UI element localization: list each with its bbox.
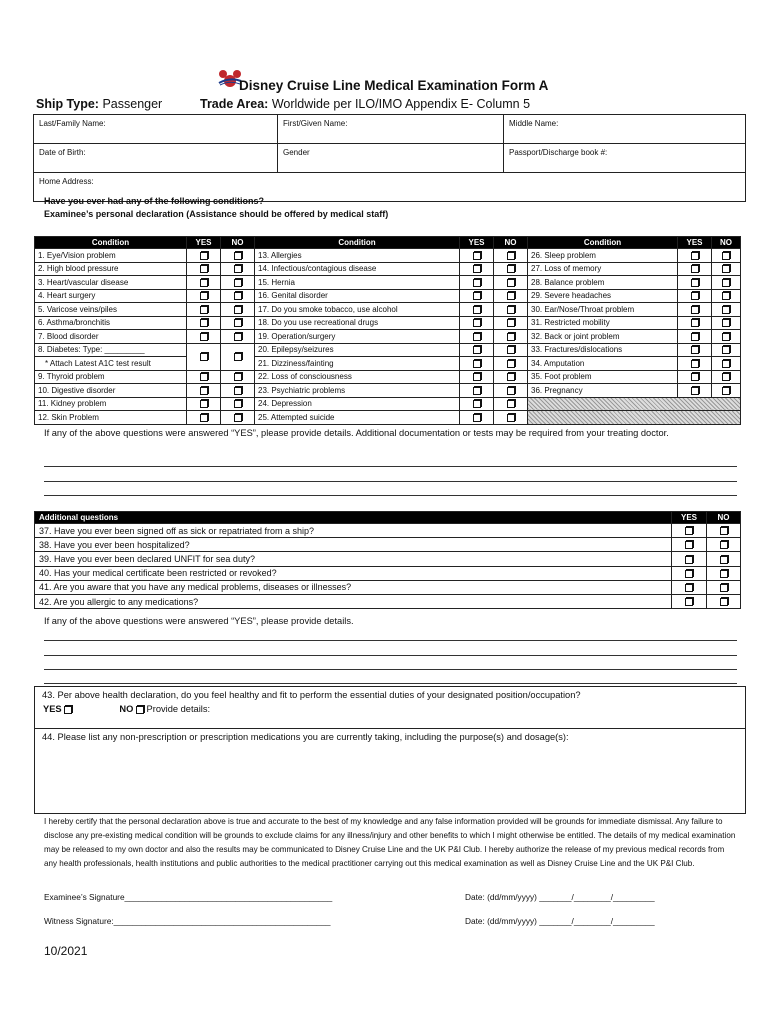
additional-question-row [35, 566, 741, 580]
no-checkbox[interactable] [507, 387, 515, 395]
no-header: NO [712, 237, 741, 249]
condition-label: 30. Ear/Nose/Throat problem [528, 303, 678, 317]
no-checkbox-cell [707, 594, 741, 608]
no-checkbox[interactable] [507, 319, 515, 327]
yes-checkbox[interactable] [691, 279, 699, 287]
q43-no-label: NO [119, 704, 134, 714]
yes-checkbox-cell [672, 594, 707, 608]
condition-label: 20. Epilepsy/seizures [255, 343, 460, 357]
no-checkbox[interactable] [720, 541, 728, 549]
no-checkbox-cell [494, 370, 528, 384]
yes-checkbox[interactable] [200, 252, 208, 260]
yes-checkbox-cell [678, 262, 712, 276]
no-checkbox-cell [221, 289, 255, 303]
no-checkbox[interactable] [234, 252, 242, 260]
yes-checkbox[interactable] [685, 598, 693, 606]
no-checkbox[interactable] [234, 400, 242, 408]
no-checkbox-cell [712, 289, 741, 303]
additional-question-text: 42. Are you allergic to any medications? [35, 594, 672, 608]
condition-label: 34. Amputation [528, 357, 678, 371]
condition-label: 32. Back or joint problem [528, 330, 678, 344]
no-checkbox[interactable] [507, 360, 515, 368]
condition-row [35, 357, 741, 371]
additional-question-row [35, 538, 741, 552]
yes-checkbox-cell [678, 370, 712, 384]
no-checkbox-cell [494, 397, 528, 411]
trade-area [200, 97, 530, 111]
gender-field[interactable]: Gender [278, 144, 504, 173]
no-checkbox-cell [712, 343, 741, 357]
yes-checkbox[interactable] [200, 414, 208, 422]
condition-label: 33. Fractures/dislocations [528, 343, 678, 357]
yes-checkbox-cell [672, 524, 707, 538]
no-checkbox[interactable] [720, 570, 728, 578]
yes-checkbox[interactable] [473, 279, 481, 287]
no-checkbox[interactable] [722, 387, 730, 395]
intro-line-2: Examinee’s personal declaration (Assistance should be offered by medical staff) [44, 209, 389, 219]
condition-row [35, 249, 741, 263]
no-checkbox[interactable] [722, 252, 730, 260]
condition-label [35, 343, 187, 357]
ship-type-value: Passenger [102, 97, 163, 111]
no-checkbox[interactable] [234, 414, 242, 422]
yes-checkbox[interactable] [200, 387, 208, 395]
condition-label: 1. Eye/Vision problem [35, 249, 187, 263]
yes-checkbox[interactable] [200, 353, 208, 361]
no-checkbox-cell [494, 262, 528, 276]
no-checkbox-cell [707, 552, 741, 566]
conditions-table [34, 236, 741, 425]
ship-type [36, 97, 162, 111]
yes-checkbox[interactable] [473, 373, 481, 381]
witness-signature[interactable]: Witness Signature:_______________________________________________ [44, 916, 331, 926]
no-checkbox-cell [221, 276, 255, 290]
yes-checkbox-cell [187, 303, 221, 317]
details-line[interactable] [44, 481, 737, 482]
details-line[interactable] [44, 683, 737, 684]
condition-row [35, 397, 741, 411]
condition-row [35, 330, 741, 344]
condition-label: 25. Attempted suicide [255, 411, 460, 425]
no-checkbox[interactable] [722, 346, 730, 354]
additional-question-row [35, 552, 741, 566]
question-44-box[interactable] [34, 728, 746, 814]
dob-field[interactable]: Date of Birth: [34, 144, 278, 173]
no-checkbox[interactable] [507, 252, 515, 260]
no-checkbox[interactable] [720, 527, 728, 535]
condition-row [35, 411, 741, 425]
yes-checkbox-cell [672, 552, 707, 566]
identity-table [33, 114, 746, 202]
no-checkbox-cell [707, 580, 741, 594]
condition-label: 13. Allergies [255, 249, 460, 263]
no-checkbox-cell [494, 316, 528, 330]
no-checkbox[interactable] [722, 333, 730, 341]
yes-checkbox[interactable] [691, 252, 699, 260]
yes-checkbox-cell [678, 357, 712, 371]
condition-label: 7. Blood disorder [35, 330, 187, 344]
no-checkbox-cell [712, 330, 741, 344]
diabetes-label: 8. Diabetes: Type: _________ [38, 345, 145, 355]
yes-checkbox[interactable] [200, 265, 208, 273]
no-checkbox[interactable] [507, 414, 515, 422]
no-checkbox[interactable] [234, 265, 242, 273]
condition-label: 2. High blood pressure [35, 262, 187, 276]
condition-label: 18. Do you use recreational drugs [255, 316, 460, 330]
yes-checkbox[interactable] [473, 414, 481, 422]
condition-label: 23. Psychiatric problems [255, 384, 460, 398]
condition-label: 11. Kidney problem [35, 397, 187, 411]
condition-label: 35. Foot problem [528, 370, 678, 384]
no-checkbox[interactable] [234, 333, 242, 341]
no-checkbox-cell [712, 276, 741, 290]
conditions-header-row [35, 237, 741, 249]
no-checkbox-cell [494, 357, 528, 371]
yes-checkbox[interactable] [691, 387, 699, 395]
condition-label: 36. Pregnancy [528, 384, 678, 398]
yes-checkbox-cell [187, 249, 221, 263]
yes-checkbox-cell [678, 384, 712, 398]
no-checkbox-cell [707, 524, 741, 538]
first-name-field[interactable]: First/Given Name: [278, 115, 504, 144]
no-checkbox-cell [221, 370, 255, 384]
yes-checkbox[interactable] [473, 360, 481, 368]
additional-header-row [35, 512, 741, 524]
condition-label: 19. Operation/surgery [255, 330, 460, 344]
no-checkbox-cell [712, 370, 741, 384]
yes-checkbox-cell [460, 316, 494, 330]
condition-label: 15. Hernia [255, 276, 460, 290]
no-checkbox-cell [707, 538, 741, 552]
conditions-intro [44, 195, 388, 221]
yes-checkbox-cell [187, 384, 221, 398]
condition-label: 5. Varicose veins/piles [35, 303, 187, 317]
no-checkbox[interactable] [507, 346, 515, 354]
yes-header: YES [187, 237, 221, 249]
details-instructions-2: If any of the above questions were answered “YES”, please provide details. [44, 616, 354, 626]
intro-line-1: Have you ever had any of the following conditions? [44, 196, 265, 206]
yes-checkbox[interactable] [473, 400, 481, 408]
yes-checkbox-cell [460, 289, 494, 303]
yes-checkbox-cell [460, 343, 494, 357]
condition-label: 3. Heart/vascular disease [35, 276, 187, 290]
form-version: 10/2021 [44, 944, 88, 958]
yes-checkbox-cell [678, 330, 712, 344]
yes-checkbox-cell [460, 397, 494, 411]
hatched-blank [528, 397, 741, 411]
condition-row [35, 384, 741, 398]
yes-header: YES [672, 512, 707, 524]
yes-checkbox-cell [678, 276, 712, 290]
no-checkbox-cell [494, 343, 528, 357]
no-header: NO [707, 512, 741, 524]
middle-name-field[interactable]: Middle Name: [504, 115, 746, 144]
condition-row [35, 316, 741, 330]
condition-row [35, 289, 741, 303]
yes-checkbox-cell [187, 397, 221, 411]
no-checkbox[interactable] [234, 292, 242, 300]
condition-label: 17. Do you smoke tobacco, use alcohol [255, 303, 460, 317]
yes-checkbox[interactable] [685, 556, 693, 564]
yes-checkbox-cell [678, 289, 712, 303]
condition-label: 27. Loss of memory [528, 262, 678, 276]
trade-area-value: Worldwide per ILO/IMO Appendix E- Column 5 [271, 97, 531, 111]
additional-question-text: 38. Have you ever been hospitalized? [35, 538, 672, 552]
condition-row [35, 370, 741, 384]
yes-checkbox-cell [187, 262, 221, 276]
no-checkbox-cell [221, 262, 255, 276]
no-checkbox[interactable] [234, 373, 242, 381]
no-checkbox[interactable] [507, 333, 515, 341]
yes-checkbox[interactable] [691, 373, 699, 381]
additional-question-text: 40. Has your medical certificate been restricted or revoked? [35, 566, 672, 580]
ship-type-label: Ship Type: [36, 97, 99, 111]
yes-checkbox[interactable] [473, 333, 481, 341]
yes-checkbox-cell [460, 357, 494, 371]
no-checkbox-cell [712, 262, 741, 276]
yes-checkbox[interactable] [691, 360, 699, 368]
yes-checkbox-cell [460, 411, 494, 425]
no-checkbox[interactable] [507, 373, 515, 381]
condition-label: 28. Balance problem [528, 276, 678, 290]
yes-checkbox-cell [460, 384, 494, 398]
no-checkbox[interactable] [234, 353, 242, 361]
condition-label: 12. Skin Problem [35, 411, 187, 425]
no-checkbox[interactable] [234, 319, 242, 327]
q43-yes-label: YES [43, 704, 62, 714]
additional-header: Additional questions [35, 512, 672, 524]
yes-checkbox-cell [460, 370, 494, 384]
details-line[interactable] [44, 655, 737, 656]
no-checkbox-cell [494, 384, 528, 398]
no-checkbox-cell [712, 357, 741, 371]
additional-question-text: 41. Are you aware that you have any medical problems, diseases or illnesses? [35, 580, 672, 594]
no-checkbox-cell [712, 303, 741, 317]
yes-checkbox-cell [672, 580, 707, 594]
condition-label: 14. Infectious/contagious disease [255, 262, 460, 276]
yes-checkbox[interactable] [473, 346, 481, 354]
question-43-text: 43. Per above health declaration, do you feel healthy and fit to perform the essential duties of your designated position/occupation? [42, 690, 581, 700]
yes-checkbox-cell [678, 316, 712, 330]
no-checkbox-cell [712, 316, 741, 330]
yes-checkbox[interactable] [473, 387, 481, 395]
no-checkbox-cell [494, 303, 528, 317]
question-43-options [43, 703, 210, 716]
examinee-date[interactable]: Date: (dd/mm/yyyy) _______/________/_________ [465, 892, 655, 902]
certification-text: I hereby certify that the personal declaration above is true and accurate to the best of my knowledge and any false information provided will be grounds for immediate dismissal. Any failure to disclose any pre-existing medical condition will be grounds to exclude claims for any illness/injury and other benefits to which I might otherwise be entitled. The details of my medical examination may be released to my own doctor and also the results may be communicated to Disney Cruise Line and the UK P&I Club. I hereby authorize the release of my previous medical records from any health professionals, health institutions and public authorities to the medical practitioner carrying out this medical examination as well as Disney Cruise Line and the UK P&I Club. [44, 817, 736, 868]
hatched-blank [528, 411, 741, 425]
yes-checkbox-cell [187, 411, 221, 425]
yes-checkbox[interactable] [200, 373, 208, 381]
a1c-note: * Attach Latest A1C test result [35, 357, 187, 371]
condition-header: Condition [35, 237, 187, 249]
yes-checkbox-cell [187, 330, 221, 344]
no-checkbox-cell [221, 411, 255, 425]
yes-checkbox[interactable] [691, 292, 699, 300]
yes-checkbox-cell [460, 303, 494, 317]
no-checkbox[interactable] [722, 360, 730, 368]
condition-label: 9. Thyroid problem [35, 370, 187, 384]
yes-checkbox[interactable] [200, 400, 208, 408]
yes-checkbox[interactable] [473, 306, 481, 314]
no-checkbox[interactable] [507, 400, 515, 408]
home-address-field[interactable]: Home Address: [34, 173, 746, 202]
no-checkbox-cell [712, 384, 741, 398]
yes-header: YES [460, 237, 494, 249]
yes-checkbox-cell [460, 330, 494, 344]
no-checkbox-cell [221, 330, 255, 344]
details-line[interactable] [44, 669, 737, 670]
no-checkbox[interactable] [720, 584, 728, 592]
no-checkbox[interactable] [722, 265, 730, 273]
condition-label: 24. Depression [255, 397, 460, 411]
yes-checkbox[interactable] [200, 292, 208, 300]
yes-checkbox[interactable] [685, 527, 693, 535]
no-checkbox-cell [707, 566, 741, 580]
yes-header: YES [678, 237, 712, 249]
yes-checkbox-cell [187, 276, 221, 290]
yes-checkbox-cell [672, 538, 707, 552]
no-checkbox[interactable] [507, 265, 515, 273]
no-checkbox[interactable] [507, 306, 515, 314]
yes-checkbox[interactable] [200, 333, 208, 341]
no-checkbox-cell [221, 303, 255, 317]
yes-checkbox-cell [672, 566, 707, 580]
additional-question-row [35, 580, 741, 594]
yes-checkbox[interactable] [473, 265, 481, 273]
condition-label: 21. Dizziness/fainting [255, 357, 460, 371]
yes-checkbox-cell [187, 370, 221, 384]
yes-checkbox[interactable] [200, 319, 208, 327]
additional-question-row [35, 594, 741, 608]
condition-header: Condition [255, 237, 460, 249]
details-line[interactable] [44, 495, 737, 496]
yes-checkbox-cell [678, 303, 712, 317]
condition-label: 10. Digestive disorder [35, 384, 187, 398]
no-checkbox[interactable] [722, 319, 730, 327]
no-checkbox[interactable] [234, 279, 242, 287]
yes-checkbox[interactable] [685, 541, 693, 549]
no-checkbox-cell [221, 343, 255, 370]
no-checkbox[interactable] [234, 306, 242, 314]
yes-checkbox-cell [460, 276, 494, 290]
additional-question-text: 37. Have you ever been signed off as sick or repatriated from a ship? [35, 524, 672, 538]
yes-checkbox[interactable] [691, 306, 699, 314]
yes-checkbox-cell [678, 343, 712, 357]
yes-checkbox[interactable] [685, 570, 693, 578]
yes-checkbox[interactable] [685, 584, 693, 592]
no-checkbox[interactable] [722, 306, 730, 314]
question-44-text: 44. Please list any non-prescription or prescription medications you are currently taking, including the purpose(s) and dosage(s): [42, 732, 569, 742]
no-checkbox[interactable] [722, 373, 730, 381]
additional-questions-table [34, 511, 741, 609]
condition-header: Condition [528, 237, 678, 249]
no-header: NO [494, 237, 528, 249]
details-line[interactable] [44, 466, 737, 467]
no-checkbox[interactable] [720, 598, 728, 606]
no-checkbox-cell [221, 384, 255, 398]
additional-question-row [35, 524, 741, 538]
yes-checkbox[interactable] [691, 319, 699, 327]
condition-label: 31. Restricted mobility [528, 316, 678, 330]
no-checkbox-cell [221, 316, 255, 330]
yes-checkbox[interactable] [473, 292, 481, 300]
yes-checkbox-cell [187, 316, 221, 330]
condition-row [35, 343, 741, 357]
additional-question-text: 39. Have you ever been declared UNFIT for sea duty? [35, 552, 672, 566]
condition-label: 29. Severe headaches [528, 289, 678, 303]
condition-label: 4. Heart surgery [35, 289, 187, 303]
yes-checkbox[interactable] [691, 265, 699, 273]
no-checkbox-cell [494, 330, 528, 344]
condition-row [35, 262, 741, 276]
no-checkbox-cell [712, 249, 741, 263]
q43-provide-details: Provide details: [146, 704, 211, 714]
yes-checkbox[interactable] [473, 252, 481, 260]
no-checkbox-cell [494, 249, 528, 263]
yes-checkbox[interactable] [473, 319, 481, 327]
no-checkbox[interactable] [720, 556, 728, 564]
yes-checkbox-cell [460, 249, 494, 263]
yes-checkbox-cell [460, 262, 494, 276]
examinee-signature[interactable]: Examinee’s Signature_____________________________________________ [44, 892, 333, 902]
no-checkbox-cell [221, 397, 255, 411]
yes-checkbox[interactable] [691, 346, 699, 354]
condition-label: 26. Sleep problem [528, 249, 678, 263]
yes-checkbox-cell [187, 343, 221, 370]
yes-checkbox[interactable] [200, 279, 208, 287]
no-checkbox[interactable] [722, 292, 730, 300]
no-checkbox-cell [494, 289, 528, 303]
no-checkbox[interactable] [234, 387, 242, 395]
no-checkbox-cell [221, 249, 255, 263]
yes-checkbox-cell [187, 289, 221, 303]
details-instructions-1: If any of the above questions were answered “YES”, please provide details. Additional documentation or tests may be required from your treating doctor. [44, 428, 669, 438]
no-checkbox[interactable] [507, 279, 515, 287]
condition-row [35, 303, 741, 317]
no-checkbox[interactable] [722, 279, 730, 287]
details-line[interactable] [44, 640, 737, 641]
question-43-box [34, 686, 746, 729]
yes-checkbox[interactable] [200, 306, 208, 314]
condition-label: 16. Genital disorder [255, 289, 460, 303]
condition-label: 22. Loss of consciousness [255, 370, 460, 384]
last-name-field[interactable]: Last/Family Name: [34, 115, 278, 144]
form-title: Disney Cruise Line Medical Examination Form A [239, 78, 549, 93]
yes-checkbox[interactable] [691, 333, 699, 341]
q43-no-checkbox[interactable] [136, 706, 144, 714]
no-checkbox-cell [494, 411, 528, 425]
no-checkbox[interactable] [507, 292, 515, 300]
witness-date[interactable]: Date: (dd/mm/yyyy) _______/________/_________ [465, 916, 655, 926]
condition-row [35, 276, 741, 290]
yes-checkbox-cell [678, 249, 712, 263]
no-checkbox-cell [494, 276, 528, 290]
no-header: NO [221, 237, 255, 249]
trade-area-label: Trade Area: [200, 97, 269, 111]
condition-label: 6. Asthma/bronchitis [35, 316, 187, 330]
q43-yes-checkbox[interactable] [64, 706, 72, 714]
passport-field[interactable]: Passport/Discharge book #: [504, 144, 746, 173]
